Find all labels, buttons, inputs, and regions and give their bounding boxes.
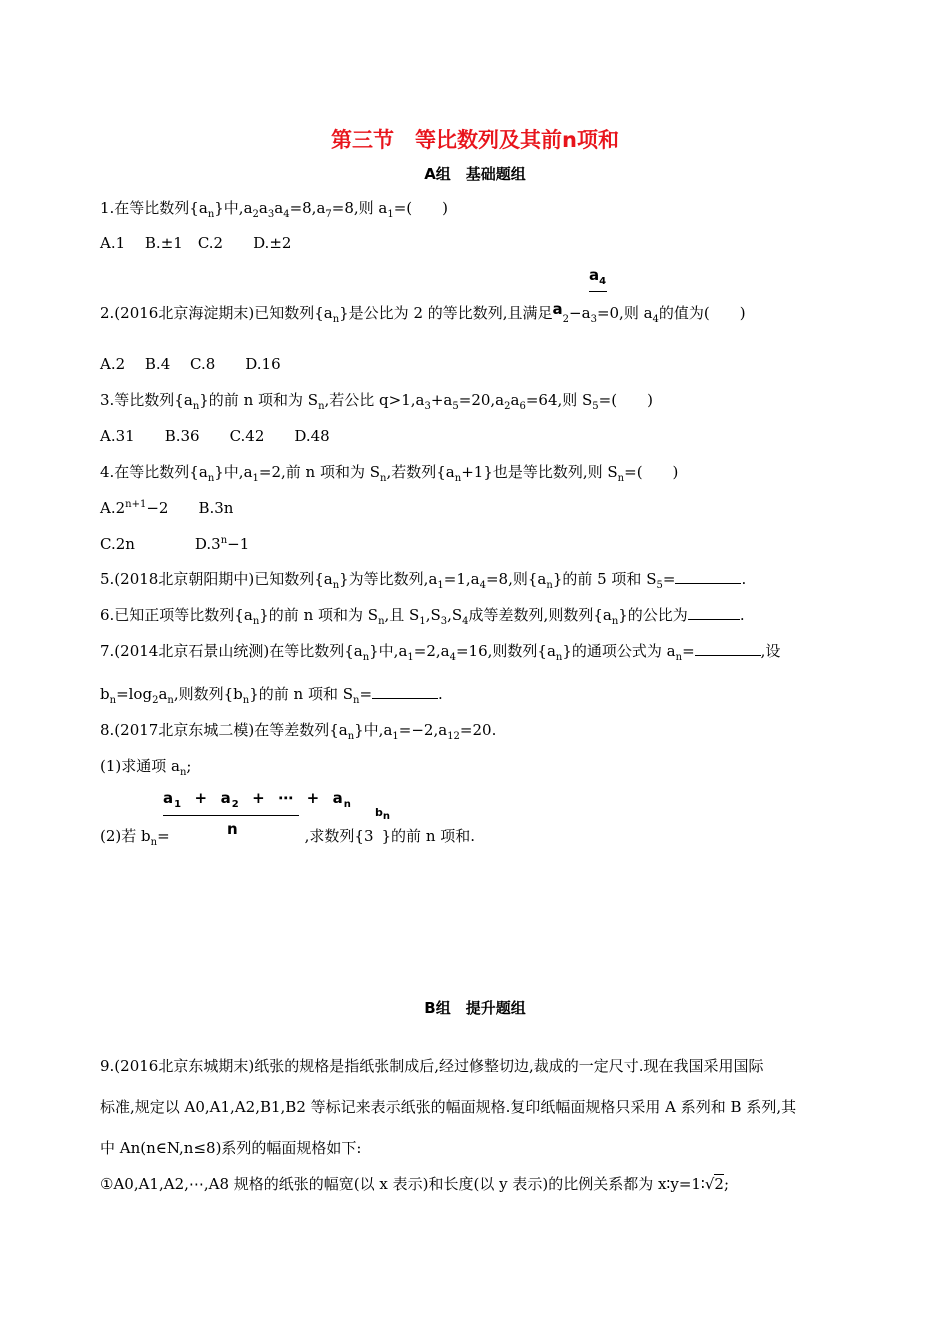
question-4: 4.在等比数列$\{a_n\}$中$,a_1=2$,前 n 项和为 $S_n$,若数列$\{a_n+1\}$也是等比数列,则 $S_n=$( ) [100,463,679,484]
question-7-continued: $b_n=\log_2a_n$,则数列$\{b_n\}$的前 n 项和 $S_n=$ . [100,685,443,706]
question-5: 5.(2018北京朝阳期中)已知数列$\{a_n\}$为等比数列$,a_1=1,a_4=8$,则$\{a_n\}$的前 5 项和 $S_5=$ . [100,570,747,591]
question-9-line-3: 中 An(n∈N,n≤8)系列的幅面规格如下: [100,1139,362,1157]
q2-fraction-bar [589,291,607,292]
question-2: 2.(2016北京海淀期末)已知数列$\{a_n\}$是公比为 2 的等比数列,且满足$a_2-a_3=0$,则 $a_4$的值为( ) [100,300,746,325]
q8-exponent: $b_n$ [375,806,390,823]
question-4-options-cd: C.2n $D.3^n-1$ [100,535,250,553]
question-8-part-2: (2)若 $b_n=$ ,求数列{3 }的前 n 项和. [100,827,476,848]
question-9-line-4: ①A0,A1,A2,⋯,A8 规格的纸张的幅宽(以 x 表示)和长度(以 y 表示)的比例关系都为 x∶y=1∶√2; [100,1175,730,1193]
q2-fraction-numerator: $a_4$ [589,266,607,287]
question-1: 1.在等比数列$\{a_n\}$中$,a_2a_3a_4=8,a_7=8$,则 $a_1=$( ) [100,199,449,220]
question-7: 7.(2014北京石景山统测)在等比数列$\{a_n\}$中$,a_1=2,a_4=16$,则数列$\{a_n\}$的通项公式为 $a_n=$ ,设 [100,642,781,663]
group-a-heading: A组 基础题组 [424,165,526,183]
group-b-heading: B组 提升题组 [424,999,526,1017]
question-6: 6.已知正项等比数列$\{a_n\}$的前 n 项和为 $S_n$,且 $S_1,S_3,S_4$成等差数列,则数列$\{a_n\}$的公比为 . [100,606,745,627]
answer-blank[interactable] [688,605,740,620]
question-8: 8.(2017北京东城二模)在等差数列$\{a_n\}$中$,a_1=-2,a_{12}=20$. [100,721,497,742]
question-9-line-2: 标准,规定以 A0,A1,A2,B1,B2 等标记来表示纸张的幅面规格.复印纸幅面规格只采用 A 系列和 B 系列,其 [100,1098,797,1116]
question-3-options: A.31 B.36 C.42 D.48 [100,427,330,445]
sqrt-symbol: √ [704,1175,715,1193]
question-8-part-1: (1)求通项 $a_n$; [100,757,192,778]
q8-fraction-denominator: n [227,820,238,838]
q8-fraction-bar [163,815,299,816]
question-1-options: A.1 B.±1 C.2 D.±2 [100,234,292,252]
section-title: 第三节 等比数列及其前n项和 [331,128,619,152]
question-4-options-ab: $A.2^{n+1}-2$ B.3n [100,499,234,517]
question-2-options: A.2 B.4 C.8 D.16 [100,355,281,373]
question-3: 3.等比数列$\{a_n\}$的前 n 项和为 $S_n$,若公比 $q>1,a_3+a_5=20,a_2a_6=64$,则 $S_5=$( ) [100,391,653,412]
q8-fraction-numerator: $a_1 + a_2$ + ⋯ + $a_n$ [163,789,352,810]
question-9-line-1: 9.(2016北京东城期末)纸张的规格是指纸张制成后,经过修整切边,裁成的一定尺寸.现在我国采用国际 [100,1057,764,1075]
answer-blank[interactable] [695,641,761,656]
answer-blank[interactable] [675,569,741,584]
answer-blank[interactable] [372,684,438,699]
